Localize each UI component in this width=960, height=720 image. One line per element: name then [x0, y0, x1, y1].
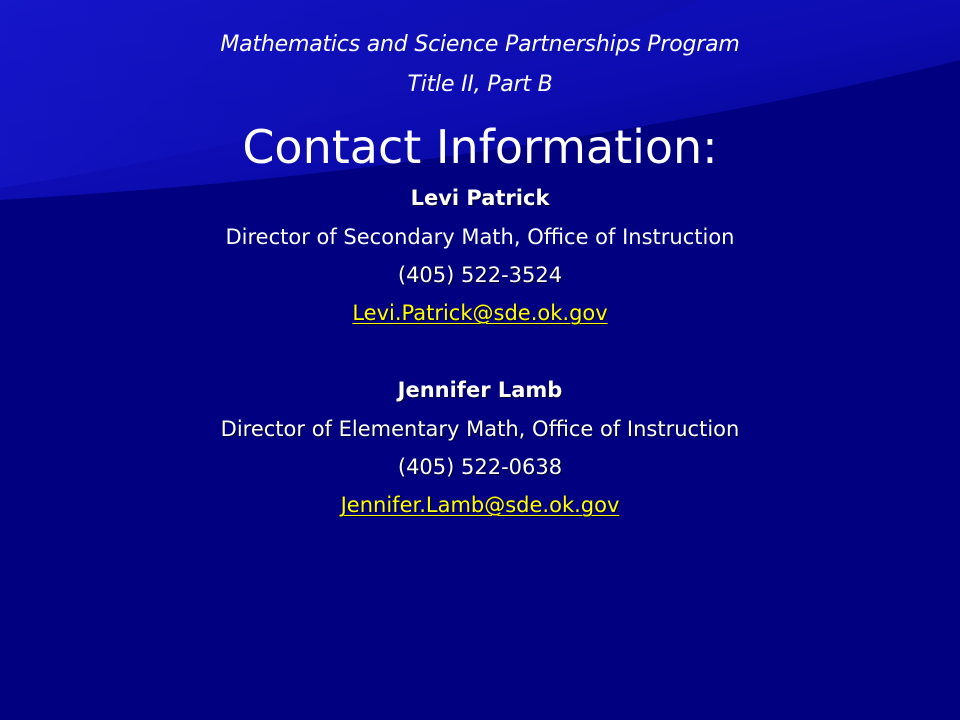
contact-2-email-row: [0, 493, 960, 517]
contact-1-email-row: [0, 301, 960, 325]
contact-1-name: Levi Patrick: [410, 186, 550, 210]
contact-1-phone: (405) 522-3524: [397, 263, 563, 287]
contact-1-role: Director of Secondary Math, Office of Instruction: [225, 225, 735, 249]
contact-2-role: Director of Elementary Math, Office of Instruction: [220, 417, 740, 441]
program-subtitle: Title II, Part B: [407, 72, 553, 97]
contact-2-phone: (405) 522-0638: [397, 455, 563, 479]
contact-2-email-link[interactable]: Jennifer.Lamb@sde.ok.gov: [340, 493, 620, 517]
program-title: Mathematics and Science Partnerships Program: [220, 32, 740, 57]
contact-2-name: Jennifer Lamb: [397, 378, 563, 402]
page-title: Contact Information:: [242, 120, 718, 174]
contact-1-email-link[interactable]: Levi.Patrick@sde.ok.gov: [352, 301, 608, 325]
